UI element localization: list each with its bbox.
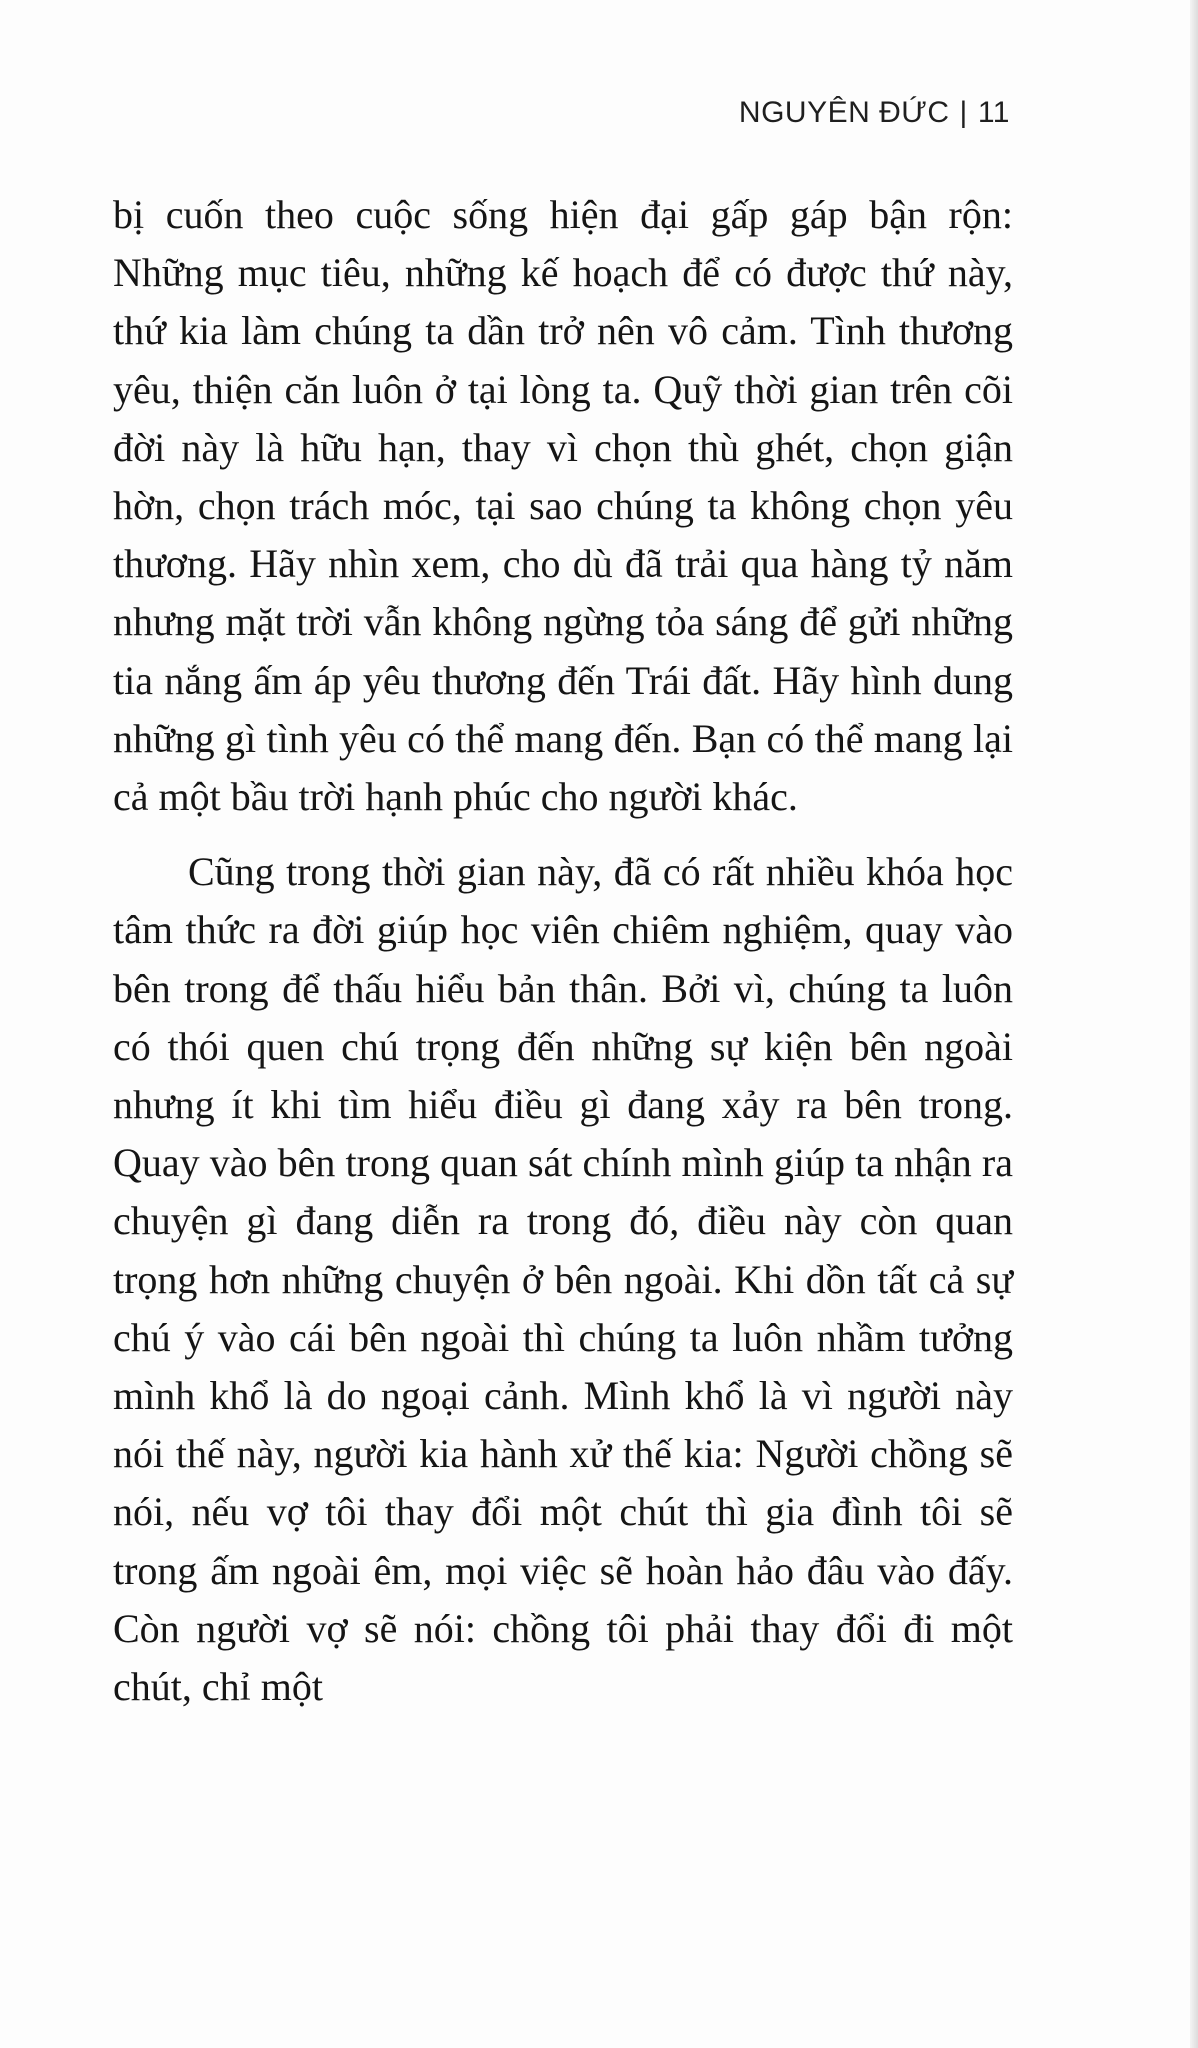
body-text [113,186,1013,1716]
paragraph-continued: bị cuốn theo cuộc sống hiện đại gấp gáp bận rộn: Những mục tiêu, những kế hoạch để có được thứ này, thứ kia làm chúng ta dần trở nên vô cảm. Tình thương yêu, thiện căn luôn ở tại lòng ta. Quỹ thời gian trên cõi đời này là hữu hạn, thay vì chọn thù ghét, chọn giận hờn, chọn trách móc, tại sao chúng ta không chọn yêu thương. Hãy nhìn xem, cho dù đã trải qua hàng tỷ năm nhưng mặt trời vẫn không ngừng tỏa sáng để gửi những tia nắng ấm áp yêu thương đến Trái đất. Hãy hình dung những gì tình yêu có thể mang đến. Bạn có thể mang lại cả một bầu trời hạnh phúc cho người khác. [113,192,1013,820]
page-number: 11 [977,96,1010,129]
paragraph: Cũng trong thời gian này, đã có rất nhiều khóa học tâm thức ra đời giúp học viên chiêm nghiệm, quay vào bên trong để thấu hiểu bản thân. Bởi vì, chúng ta luôn có thói quen chú trọng đến những sự kiện bên ngoài nhưng ít khi tìm hiểu điều gì đang xảy ra bên trong. Quay vào bên trong quan sát chính mình giúp ta nhận ra chuyện gì đang diễn ra trong đó, điều này còn quan trọng hơn những chuyện ở bên ngoài. Khi dồn tất cả sự chú ý vào cái bên ngoài thì chúng ta luôn nhầm tưởng mình khổ là do ngoại cảnh. Mình khổ là vì người này nói thế này, người kia hành xử thế kia: Người chồng sẽ nói, nếu vợ tôi thay đổi một chút thì gia đình tôi sẽ trong ấm ngoài êm, mọi việc sẽ hoàn hảo đâu vào đấy. Còn người vợ sẽ nói: chồng tôi phải thay đổi đi một chút, chỉ một [113,849,1013,1710]
running-header [739,96,1010,130]
header-author: NGUYÊN ĐỨC [738,96,950,129]
header-separator: | [959,96,968,129]
page-edge-shadow [1190,0,1198,2048]
